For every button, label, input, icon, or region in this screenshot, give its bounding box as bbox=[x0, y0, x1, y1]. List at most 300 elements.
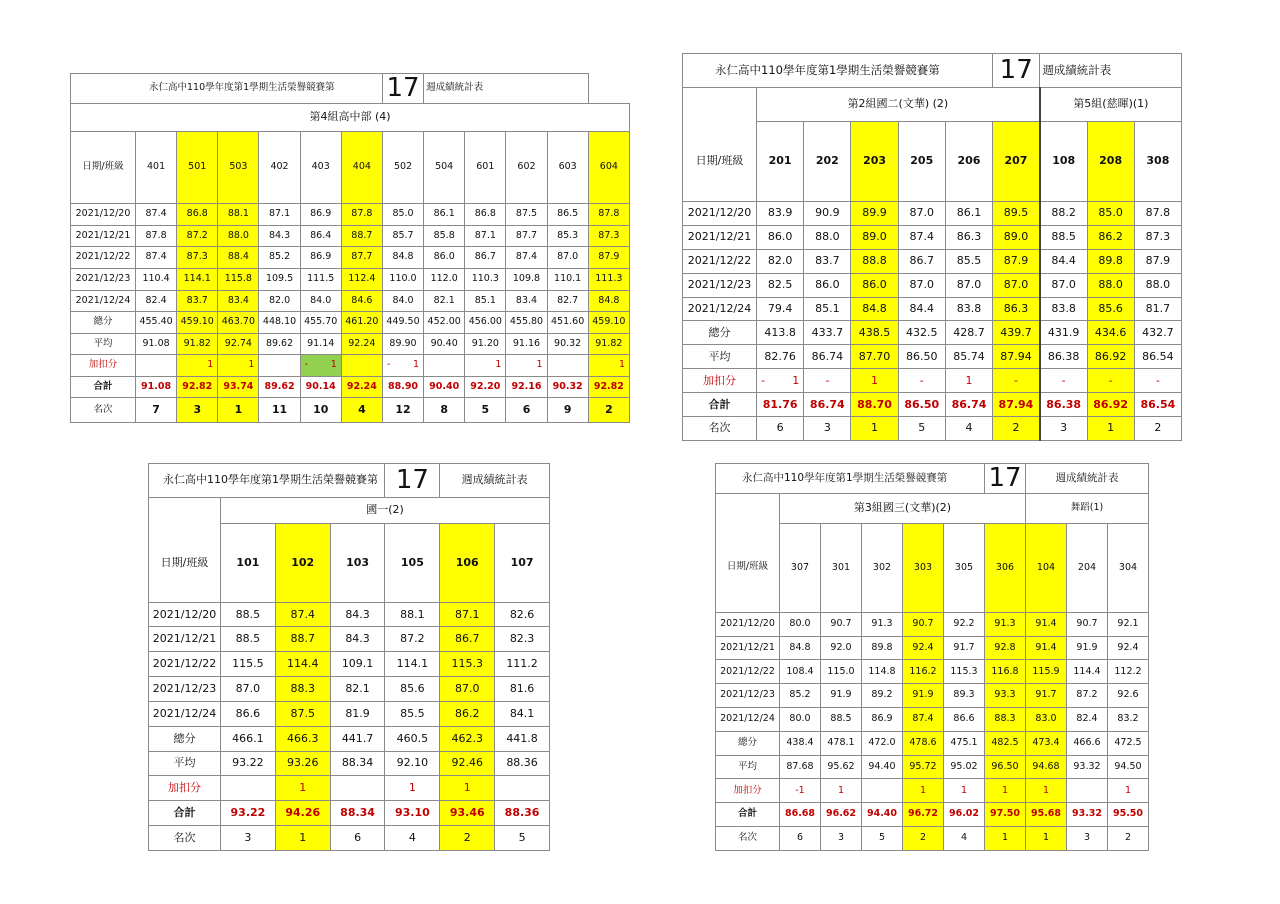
score-cell: 86.7 bbox=[465, 247, 506, 269]
score-sheet-grade9 bbox=[715, 463, 1149, 851]
score-cell: 82.5 bbox=[757, 273, 804, 297]
score-cell: 82.0 bbox=[259, 290, 300, 312]
score-cell: 87.3 bbox=[177, 247, 218, 269]
score-cell: 88.7 bbox=[275, 627, 330, 652]
score-sheet-senior-high bbox=[70, 73, 630, 423]
score-cell: 85.3 bbox=[547, 225, 588, 247]
score-row bbox=[149, 627, 550, 652]
score-sheet-grade8 bbox=[682, 53, 1182, 441]
score-cell: 87.0 bbox=[547, 247, 588, 269]
score-row bbox=[683, 321, 1182, 345]
score-cell: 86.54 bbox=[1134, 393, 1181, 417]
class-header: 208 bbox=[1087, 122, 1134, 202]
score-cell: 83.4 bbox=[218, 290, 259, 312]
score-cell: 86.1 bbox=[945, 202, 992, 226]
row-label: 平均 bbox=[71, 333, 136, 355]
score-cell: 87.1 bbox=[440, 602, 495, 627]
score-cell: 1 bbox=[1087, 417, 1134, 441]
score-row bbox=[683, 345, 1182, 369]
score-cell: 91.3 bbox=[985, 612, 1026, 636]
score-cell: 91.20 bbox=[465, 333, 506, 355]
score-cell: 86.0 bbox=[804, 273, 851, 297]
row-label: 平均 bbox=[716, 755, 780, 779]
date-class-header: 日期/班級 bbox=[683, 122, 757, 202]
score-cell: 88.8 bbox=[851, 249, 898, 273]
group-header: 第2組國二(文華) (2) bbox=[757, 88, 1040, 122]
score-cell: 83.8 bbox=[945, 297, 992, 321]
row-label: 加扣分 bbox=[716, 779, 780, 803]
score-cell: 115.3 bbox=[440, 652, 495, 677]
score-cell: 114.1 bbox=[177, 268, 218, 290]
score-cell: 87.4 bbox=[898, 225, 945, 249]
score-cell: 114.1 bbox=[385, 652, 440, 677]
score-cell: 93.46 bbox=[440, 801, 495, 826]
row-label: 加扣分 bbox=[71, 355, 136, 377]
score-cell: 82.6 bbox=[495, 602, 550, 627]
score-cell: 85.0 bbox=[1087, 202, 1134, 226]
class-header: 401 bbox=[136, 131, 177, 204]
score-cell: 88.5 bbox=[821, 708, 862, 732]
score-cell: 94.50 bbox=[1108, 755, 1149, 779]
score-cell: 91.9 bbox=[821, 684, 862, 708]
score-cell: 91.14 bbox=[300, 333, 341, 355]
class-header: 502 bbox=[382, 131, 423, 204]
score-cell: 87.4 bbox=[275, 602, 330, 627]
score-cell: 482.5 bbox=[985, 731, 1026, 755]
score-cell: 93.22 bbox=[221, 751, 276, 776]
score-cell: 413.8 bbox=[757, 321, 804, 345]
score-cell: 112.0 bbox=[424, 268, 465, 290]
score-cell: 86.54 bbox=[1134, 345, 1181, 369]
score-cell: 87.9 bbox=[588, 247, 629, 269]
score-cell: 82.3 bbox=[495, 627, 550, 652]
row-label: 2021/12/20 bbox=[683, 202, 757, 226]
score-cell: 87.9 bbox=[993, 249, 1040, 273]
class-header: 105 bbox=[385, 524, 440, 603]
score-cell: 86.50 bbox=[898, 393, 945, 417]
score-cell: 1 bbox=[275, 776, 330, 801]
bonus-prefix: - bbox=[304, 359, 309, 371]
row-label: 2021/12/20 bbox=[71, 204, 136, 226]
score-cell: 86.4 bbox=[300, 225, 341, 247]
score-row bbox=[683, 273, 1182, 297]
score-cell bbox=[547, 355, 588, 377]
score-cell: 84.0 bbox=[300, 290, 341, 312]
score-cell: 6 bbox=[506, 398, 547, 423]
score-sheet-grade7 bbox=[148, 463, 550, 851]
score-cell bbox=[862, 779, 903, 803]
score-cell: 88.70 bbox=[851, 393, 898, 417]
score-cell: 88.0 bbox=[804, 225, 851, 249]
score-cell: 2 bbox=[993, 417, 1040, 441]
score-cell: 112.2 bbox=[1108, 660, 1149, 684]
class-header: 304 bbox=[1108, 524, 1149, 613]
score-cell: 87.0 bbox=[945, 273, 992, 297]
group-header: 舞蹈(1) bbox=[1026, 494, 1149, 524]
class-header: 201 bbox=[757, 122, 804, 202]
score-cell: 92.4 bbox=[1108, 636, 1149, 660]
score-cell: 91.4 bbox=[1026, 636, 1067, 660]
score-cell: 91.82 bbox=[177, 333, 218, 355]
score-cell: 478.1 bbox=[821, 731, 862, 755]
score-cell: 86.9 bbox=[300, 204, 341, 226]
score-row bbox=[683, 297, 1182, 321]
score-table bbox=[715, 463, 1149, 851]
class-header: 108 bbox=[1040, 122, 1087, 202]
class-header: 308 bbox=[1134, 122, 1181, 202]
score-cell: 88.4 bbox=[218, 247, 259, 269]
score-cell: 448.10 bbox=[259, 312, 300, 334]
score-cell: 86.1 bbox=[424, 204, 465, 226]
sheet-title: 永仁高中110學年度第1學期生活榮譽競賽第 bbox=[716, 464, 985, 494]
score-cell: 85.6 bbox=[385, 677, 440, 702]
score-cell: 91.4 bbox=[1026, 612, 1067, 636]
date-class-header: 日期/班級 bbox=[716, 524, 780, 613]
score-cell: 2 bbox=[903, 827, 944, 851]
score-cell: 7 bbox=[136, 398, 177, 423]
score-cell: 459.10 bbox=[588, 312, 629, 334]
score-cell: 85.0 bbox=[382, 204, 423, 226]
score-cell: 3 bbox=[221, 826, 276, 851]
class-header: 602 bbox=[506, 131, 547, 204]
score-cell: 87.8 bbox=[588, 204, 629, 226]
score-cell: 478.6 bbox=[903, 731, 944, 755]
total-row bbox=[71, 376, 630, 398]
score-cell: 86.74 bbox=[804, 393, 851, 417]
score-cell: 111.3 bbox=[588, 268, 629, 290]
class-header: 203 bbox=[851, 122, 898, 202]
score-cell: 87.0 bbox=[440, 677, 495, 702]
score-cell: 6 bbox=[757, 417, 804, 441]
score-cell: 2 bbox=[1108, 827, 1149, 851]
row-label: 總分 bbox=[716, 731, 780, 755]
week-number: 17 bbox=[993, 54, 1040, 88]
score-cell: 88.90 bbox=[382, 376, 423, 398]
score-cell: 87.2 bbox=[1067, 684, 1108, 708]
score-cell: 87.8 bbox=[136, 225, 177, 247]
bonus-row bbox=[149, 776, 550, 801]
score-cell: 90.32 bbox=[547, 333, 588, 355]
score-cell: 92.1 bbox=[1108, 612, 1149, 636]
score-cell: 116.8 bbox=[985, 660, 1026, 684]
score-rows bbox=[683, 202, 1182, 441]
score-cell: 3 bbox=[177, 398, 218, 423]
score-cell: 97.50 bbox=[985, 803, 1026, 827]
score-row bbox=[149, 602, 550, 627]
score-cell: 6 bbox=[780, 827, 821, 851]
score-cell: 439.7 bbox=[993, 321, 1040, 345]
score-cell: 84.1 bbox=[495, 701, 550, 726]
score-cell: 466.1 bbox=[221, 726, 276, 751]
score-cell: 85.5 bbox=[385, 701, 440, 726]
score-cell: 88.5 bbox=[221, 627, 276, 652]
score-cell: 84.8 bbox=[382, 247, 423, 269]
class-header: 202 bbox=[804, 122, 851, 202]
score-cell: - bbox=[898, 369, 945, 393]
score-cell: 109.1 bbox=[330, 652, 385, 677]
row-label: 總分 bbox=[683, 321, 757, 345]
score-cell: 95.02 bbox=[944, 755, 985, 779]
rank-row bbox=[716, 827, 1149, 851]
score-cell: 110.3 bbox=[465, 268, 506, 290]
total-row bbox=[149, 801, 550, 826]
score-cell: 463.70 bbox=[218, 312, 259, 334]
score-cell: 93.3 bbox=[985, 684, 1026, 708]
score-cell: 88.3 bbox=[275, 677, 330, 702]
score-cell: 86.2 bbox=[1087, 225, 1134, 249]
score-cell: 87.7 bbox=[506, 225, 547, 247]
score-cell: 1 bbox=[851, 369, 898, 393]
score-cell: 89.9 bbox=[851, 202, 898, 226]
score-cell: 85.8 bbox=[424, 225, 465, 247]
score-cell: 88.5 bbox=[221, 602, 276, 627]
class-header: 103 bbox=[330, 524, 385, 603]
score-cell: 90.9 bbox=[804, 202, 851, 226]
score-cell: 85.1 bbox=[804, 297, 851, 321]
row-label: 2021/12/20 bbox=[716, 612, 780, 636]
score-row bbox=[71, 225, 630, 247]
score-cell: 90.32 bbox=[547, 376, 588, 398]
score-cell: 81.7 bbox=[1134, 297, 1181, 321]
row-label: 2021/12/21 bbox=[149, 627, 221, 652]
score-cell: 1 bbox=[1108, 779, 1149, 803]
bonus-value: 1 bbox=[792, 373, 800, 387]
score-cell: 88.36 bbox=[495, 801, 550, 826]
row-label: 總分 bbox=[149, 726, 221, 751]
row-label: 合計 bbox=[71, 376, 136, 398]
score-cell: 4 bbox=[385, 826, 440, 851]
score-row bbox=[683, 202, 1182, 226]
score-cell bbox=[424, 355, 465, 377]
score-cell: 466.3 bbox=[275, 726, 330, 751]
class-header: 301 bbox=[821, 524, 862, 613]
score-cell bbox=[341, 355, 382, 377]
score-cell: 95.50 bbox=[1108, 803, 1149, 827]
score-cell: 84.8 bbox=[780, 636, 821, 660]
rank-row bbox=[149, 826, 550, 851]
score-cell bbox=[330, 776, 385, 801]
class-header: 403 bbox=[300, 131, 341, 204]
row-label: 平均 bbox=[683, 345, 757, 369]
score-cell: 434.6 bbox=[1087, 321, 1134, 345]
score-cell: 84.3 bbox=[330, 627, 385, 652]
score-cell: 92.10 bbox=[385, 751, 440, 776]
score-cell: 92.4 bbox=[903, 636, 944, 660]
score-cell: 91.08 bbox=[136, 376, 177, 398]
score-row bbox=[71, 290, 630, 312]
score-cell: 88.34 bbox=[330, 801, 385, 826]
score-cell: 5 bbox=[898, 417, 945, 441]
week-number: 17 bbox=[385, 464, 440, 498]
score-cell: 1 bbox=[275, 826, 330, 851]
score-cell: 92.6 bbox=[1108, 684, 1149, 708]
score-cell: 92.16 bbox=[506, 376, 547, 398]
score-cell: 83.2 bbox=[1108, 708, 1149, 732]
group-header: 第4組高中部 (4) bbox=[71, 103, 630, 131]
class-header: 106 bbox=[440, 524, 495, 603]
row-label: 合計 bbox=[149, 801, 221, 826]
score-row bbox=[716, 684, 1149, 708]
score-cell: 432.5 bbox=[898, 321, 945, 345]
total-row bbox=[683, 393, 1182, 417]
score-cell: 87.1 bbox=[465, 225, 506, 247]
score-row bbox=[71, 247, 630, 269]
row-label: 2021/12/22 bbox=[683, 249, 757, 273]
score-cell: 83.4 bbox=[506, 290, 547, 312]
score-cell: 1 bbox=[944, 779, 985, 803]
bonus-value: 1 bbox=[330, 359, 337, 371]
score-row bbox=[71, 333, 630, 355]
row-label: 名次 bbox=[683, 417, 757, 441]
score-cell: 4 bbox=[341, 398, 382, 423]
score-cell: -1 bbox=[780, 779, 821, 803]
score-cell: 88.0 bbox=[1087, 273, 1134, 297]
class-header: 303 bbox=[903, 524, 944, 613]
class-header: 306 bbox=[985, 524, 1026, 613]
row-label: 合計 bbox=[683, 393, 757, 417]
row-label: 2021/12/23 bbox=[71, 268, 136, 290]
score-cell: 2 bbox=[1134, 417, 1181, 441]
score-cell: 82.7 bbox=[547, 290, 588, 312]
score-cell: 2 bbox=[588, 398, 629, 423]
score-cell: 87.4 bbox=[903, 708, 944, 732]
score-cell: 115.0 bbox=[821, 660, 862, 684]
score-cell: 5 bbox=[862, 827, 903, 851]
bonus-row bbox=[71, 355, 630, 377]
score-cell: 81.6 bbox=[495, 677, 550, 702]
score-cell: 455.80 bbox=[506, 312, 547, 334]
score-cell: 88.0 bbox=[1134, 273, 1181, 297]
score-cell: 109.5 bbox=[259, 268, 300, 290]
score-cell: 82.76 bbox=[757, 345, 804, 369]
score-cell: 84.6 bbox=[341, 290, 382, 312]
score-cell: 112.4 bbox=[341, 268, 382, 290]
score-cell: 428.7 bbox=[945, 321, 992, 345]
score-cell: 12 bbox=[382, 398, 423, 423]
score-cell: 1 bbox=[177, 355, 218, 377]
score-cell: - bbox=[804, 369, 851, 393]
score-cell: - bbox=[1040, 369, 1087, 393]
score-cell: 438.5 bbox=[851, 321, 898, 345]
blank-cell bbox=[716, 494, 780, 524]
score-cell: 108.4 bbox=[780, 660, 821, 684]
score-rows bbox=[71, 204, 630, 423]
group-header: 第3組國三(文華)(2) bbox=[780, 494, 1026, 524]
score-row bbox=[683, 225, 1182, 249]
score-cell: 441.7 bbox=[330, 726, 385, 751]
score-row bbox=[149, 726, 550, 751]
score-cell: 88.36 bbox=[495, 751, 550, 776]
score-cell: 2 bbox=[440, 826, 495, 851]
score-cell: 3 bbox=[821, 827, 862, 851]
score-row bbox=[683, 249, 1182, 273]
score-cell bbox=[300, 355, 341, 377]
score-cell: 86.92 bbox=[1087, 393, 1134, 417]
score-cell: 86.68 bbox=[780, 803, 821, 827]
score-cell: 109.8 bbox=[506, 268, 547, 290]
score-cell bbox=[221, 776, 276, 801]
class-header: 204 bbox=[1067, 524, 1108, 613]
score-row bbox=[716, 612, 1149, 636]
score-cell: 80.0 bbox=[780, 612, 821, 636]
row-label: 名次 bbox=[149, 826, 221, 851]
score-cell bbox=[382, 355, 423, 377]
score-cell: 110.4 bbox=[136, 268, 177, 290]
score-cell: 1 bbox=[385, 776, 440, 801]
score-cell: 88.34 bbox=[330, 751, 385, 776]
score-cell: 87.3 bbox=[1134, 225, 1181, 249]
class-header: 205 bbox=[898, 122, 945, 202]
score-cell: 83.9 bbox=[757, 202, 804, 226]
score-cell: 88.2 bbox=[1040, 202, 1087, 226]
score-cell: 85.5 bbox=[945, 249, 992, 273]
score-cell: 3 bbox=[804, 417, 851, 441]
score-cell: 115.5 bbox=[221, 652, 276, 677]
score-cell: 82.1 bbox=[330, 677, 385, 702]
score-row bbox=[71, 268, 630, 290]
row-label: 2021/12/24 bbox=[683, 297, 757, 321]
score-cell: 431.9 bbox=[1040, 321, 1087, 345]
score-cell: 92.8 bbox=[985, 636, 1026, 660]
score-cell: 87.0 bbox=[1040, 273, 1087, 297]
score-cell: 91.7 bbox=[1026, 684, 1067, 708]
score-cell: 81.9 bbox=[330, 701, 385, 726]
score-cell: 1 bbox=[851, 417, 898, 441]
score-cell: 87.94 bbox=[993, 345, 1040, 369]
score-cell: 90.40 bbox=[424, 333, 465, 355]
bonus-row bbox=[683, 369, 1182, 393]
score-cell: 91.7 bbox=[944, 636, 985, 660]
score-cell: 94.68 bbox=[1026, 755, 1067, 779]
score-cell: 115.8 bbox=[218, 268, 259, 290]
bonus-value: 1 bbox=[413, 359, 420, 371]
score-cell: 86.0 bbox=[851, 273, 898, 297]
score-cell: 87.2 bbox=[385, 627, 440, 652]
score-cell: 86.3 bbox=[945, 225, 992, 249]
score-row bbox=[71, 204, 630, 226]
score-row bbox=[716, 636, 1149, 660]
score-cell: 4 bbox=[944, 827, 985, 851]
score-cell: 1 bbox=[1026, 827, 1067, 851]
score-cell: 91.08 bbox=[136, 333, 177, 355]
score-cell: 86.9 bbox=[300, 247, 341, 269]
score-cell: 82.1 bbox=[424, 290, 465, 312]
row-label: 2021/12/24 bbox=[71, 290, 136, 312]
score-row bbox=[716, 755, 1149, 779]
score-rows bbox=[149, 602, 550, 850]
score-cell: 82.0 bbox=[757, 249, 804, 273]
score-cell: 94.40 bbox=[862, 803, 903, 827]
class-header: 305 bbox=[944, 524, 985, 613]
blank-cell bbox=[149, 498, 221, 524]
score-cell: 79.4 bbox=[757, 297, 804, 321]
score-cell: 81.76 bbox=[757, 393, 804, 417]
score-cell: 85.2 bbox=[780, 684, 821, 708]
score-cell: - bbox=[993, 369, 1040, 393]
class-header: 603 bbox=[547, 131, 588, 204]
score-cell: 90.14 bbox=[300, 376, 341, 398]
score-cell: 85.2 bbox=[259, 247, 300, 269]
score-cell: 87.94 bbox=[993, 393, 1040, 417]
score-cell: 87.4 bbox=[136, 247, 177, 269]
score-cell: 92.82 bbox=[177, 376, 218, 398]
sheet-title: 永仁高中110學年度第1學期生活榮譽競賽第 bbox=[683, 54, 993, 88]
score-table bbox=[70, 73, 630, 423]
score-cell: 86.74 bbox=[804, 345, 851, 369]
score-cell: 87.4 bbox=[506, 247, 547, 269]
score-cell: 96.50 bbox=[985, 755, 1026, 779]
score-cell: 433.7 bbox=[804, 321, 851, 345]
